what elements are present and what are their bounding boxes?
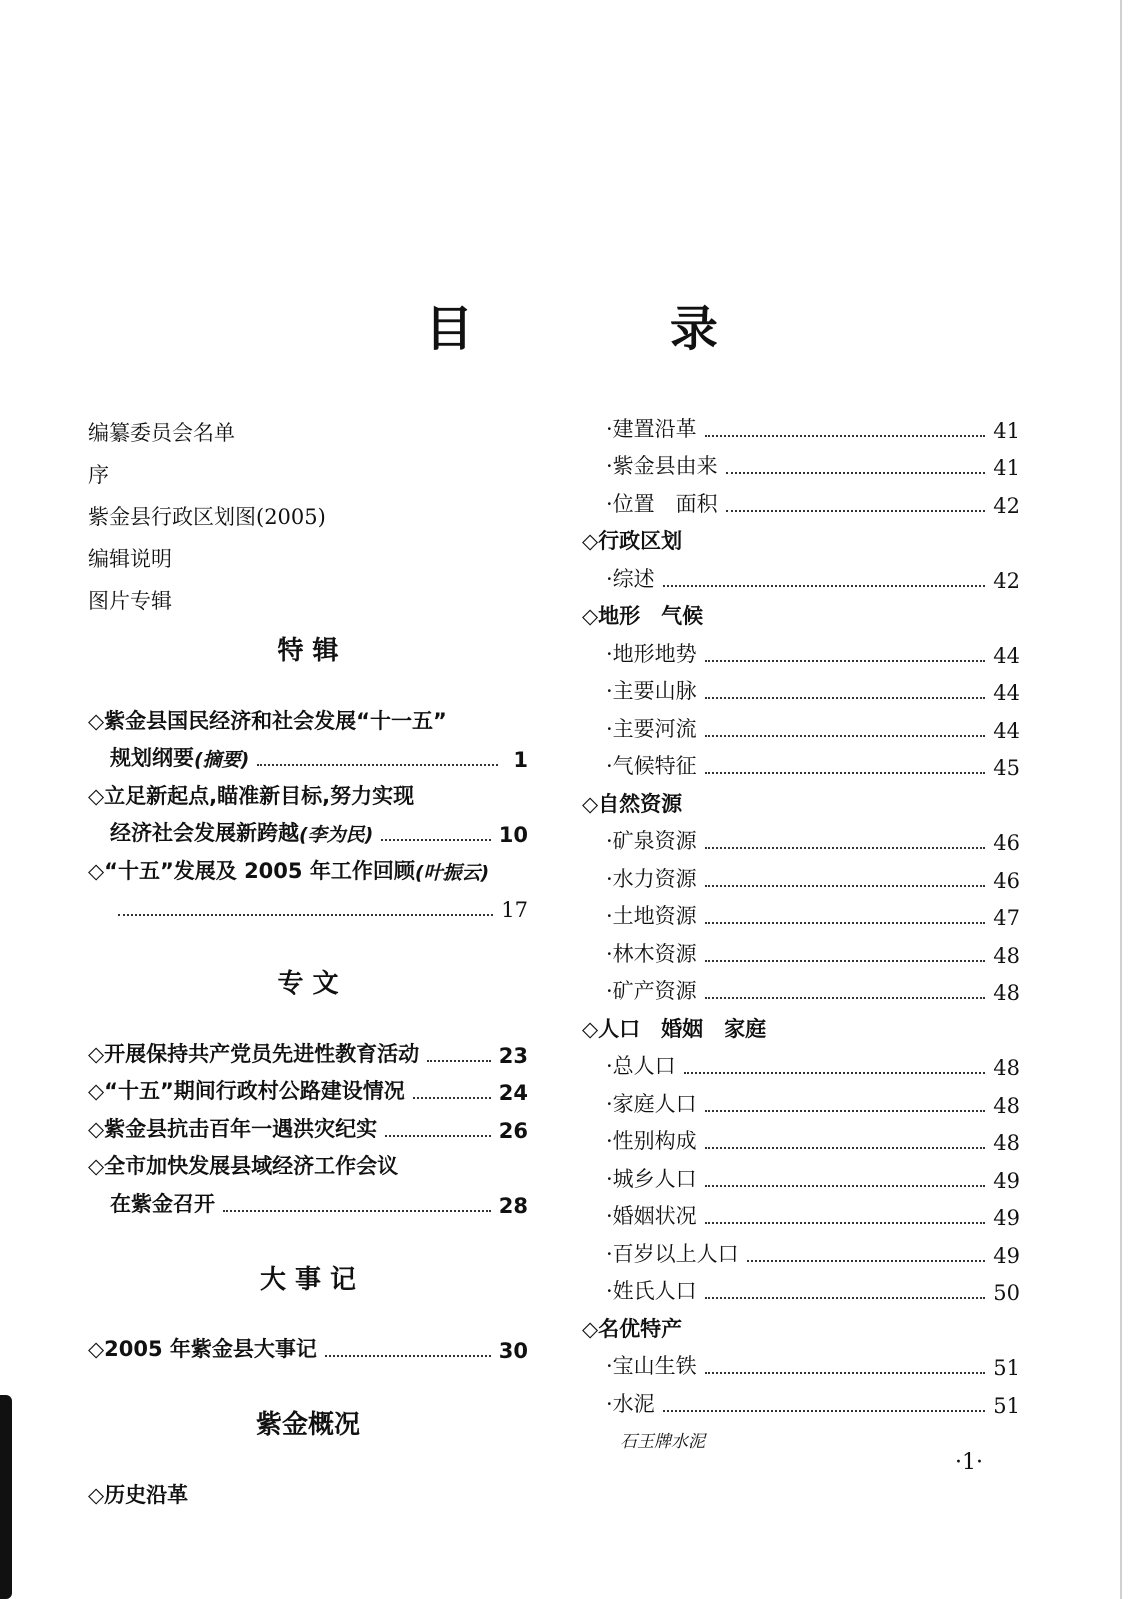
toc-entry[interactable] [582,968,1020,1006]
page-ref: 48 [993,981,1020,1005]
leader-dots [705,435,986,437]
toc-entry[interactable]: ◇“十五”发展及 2005 年工作回顾 (叶振云) [88,858,490,884]
section-heading-chronicle: 大 事 记 [259,1264,357,1295]
leader-dots [726,510,986,512]
toc-entry[interactable]: ◇立足新起点,瞄准新目标,努力实现 [88,783,415,808]
leader-dots [705,847,986,849]
entry-label: ·百岁以上人口 [606,1241,739,1266]
leader-dots [705,997,986,999]
toc-entry[interactable] [582,1080,1020,1118]
page-ref: 44 [993,643,1020,668]
entry-label: ·地形地势 [606,641,697,666]
entry-label: ·总人口 [606,1054,676,1078]
page-ref: 49 [993,1168,1020,1193]
toc-right-column [582,405,1020,1452]
leader-dots [705,1185,986,1187]
toc-entry[interactable]: 在紫金召开 28 [110,1191,528,1218]
toc-entry[interactable] [582,1193,1020,1231]
spacer [88,1000,528,1030]
leader-dots [427,1060,491,1062]
scan-edge-mark [0,1395,12,1599]
front-item[interactable]: 编辑说明 [88,547,172,571]
page-ref: 45 [993,756,1020,780]
page-ref: 49 [993,1206,1020,1230]
spacer [88,1296,528,1326]
page-ref: 41 [993,456,1020,480]
entry-label: ·性别构成 [606,1129,697,1153]
leader-dots [705,1297,986,1299]
page-ref: 44 [993,681,1020,705]
entry-label: ·婚姻状况 [606,1204,697,1228]
author-note: (李为民) [299,824,374,846]
toc-entry[interactable]: ◇紫金县抗击百年一遇洪灾纪实 26 [88,1116,528,1143]
toc-entry[interactable] [582,818,1020,856]
page-ref: 49 [993,1243,1020,1268]
entry-label: ·土地资源 [606,904,697,928]
entry-label: ·紫金县由来 [606,454,718,478]
spacer [88,667,528,697]
page-ref: 1 [513,748,528,772]
page-ref: 26 [498,1118,528,1143]
leader-dots [684,1072,986,1074]
leader-dots [747,1260,986,1262]
toc-entry[interactable] [582,1380,1020,1418]
entry-label: ·家庭人口 [606,1091,697,1116]
page-ref: 46 [993,868,1020,893]
page-ref: 30 [498,1339,528,1363]
leader-dots [325,1355,491,1357]
leader-dots [705,960,986,962]
category-label: ◇人口 婚姻 家庭 [582,1016,767,1041]
toc-entry[interactable]: ◇“十五”期间行政村公路建设情况 24 [88,1079,528,1105]
toc-entry[interactable]: 规划纲要 (摘要) 1 [110,746,528,772]
page-number: ·1· [955,1450,983,1475]
page-ref: 48 [993,1131,1020,1155]
page-ref: 17 [501,898,528,922]
toc-entry[interactable] [582,443,1020,481]
category-label: ◇自然资源 [582,791,683,816]
toc-entry[interactable] [582,1118,1020,1156]
page-ref: 51 [993,1393,1020,1418]
section-heading-overview: 紫金概况 [255,1410,360,1440]
toc-entry[interactable] [582,630,1020,668]
entry-label: ·水泥 [606,1391,655,1416]
toc-entry[interactable] [582,1043,1020,1081]
toc-entry[interactable]: ◇开展保持共产党员先进性教育活动 23 [88,1041,528,1068]
page-ref: 28 [498,1193,528,1218]
toc-entry[interactable]: ◇历史沿革 [88,1482,189,1507]
toc-entry[interactable] [582,855,1020,893]
toc-entry[interactable]: 经济社会发展新跨越 (李为民) 10 [110,821,528,847]
page-ref: 44 [993,718,1020,743]
page-ref: 10 [498,823,528,847]
entry-label: ·矿泉资源 [606,829,697,853]
page-ref: 50 [993,1281,1020,1305]
leader-dots [705,1147,986,1149]
entry-label: ·建置沿革 [606,416,697,441]
page-ref: 23 [498,1043,528,1068]
front-item[interactable]: 图片专辑 [88,589,172,613]
toc-entry[interactable] [582,480,1020,518]
toc-entry[interactable] [582,405,1020,443]
toc-left-column [88,405,528,1509]
toc-category[interactable] [582,780,1020,818]
page-ref: 47 [993,906,1020,930]
toc-entry[interactable] [582,668,1020,706]
entry-label: ·宝山生铁 [606,1354,697,1378]
leader-dots [705,1222,986,1224]
toc-entry[interactable]: ◇紫金县国民经济和社会发展“十一五” [88,708,447,733]
front-item[interactable]: 紫金县行政区划图(2005) [88,505,326,529]
spacer [88,1441,528,1471]
toc-category[interactable] [582,593,1020,631]
page-edge-line [1120,0,1122,1599]
category-label: ◇地形 气候 [582,604,704,628]
category-label: ◇名优特产 [582,1316,683,1341]
category-label: ◇行政区划 [582,529,683,553]
product-note: 石王牌水泥 [620,1431,705,1452]
toc-entry[interactable] [582,1343,1020,1381]
leader-dots [705,922,986,924]
leader-dots [705,697,986,699]
page-ref: 48 [993,1056,1020,1080]
author-note: (叶振云) [414,861,490,884]
leader-dots [705,735,986,737]
section-heading-special: 特 辑 [277,636,339,666]
toc-entry[interactable] [582,555,1020,593]
front-item[interactable]: 序 [88,463,109,487]
toc-entry[interactable] [582,930,1020,968]
leader-dots [118,914,493,916]
toc-category[interactable] [582,518,1020,556]
front-item[interactable]: 编纂委员会名单 [88,421,235,445]
page-ref: 41 [993,418,1020,443]
entry-label: ·城乡人口 [606,1166,697,1191]
page-ref: 46 [993,831,1020,855]
leader-dots [381,839,490,841]
entry-label: ·矿产资源 [606,979,697,1003]
toc-entry[interactable]: ◇全市加快发展县域经济工作会议 [88,1154,399,1178]
entry-label: ·林木资源 [606,941,697,966]
leader-dots [663,1410,986,1412]
toc-entry[interactable] [582,705,1020,743]
entry-label: ·位置 面积 [606,491,718,516]
entry-label: ·主要山脉 [606,679,697,703]
leader-dots [705,1110,986,1112]
toc-entry[interactable] [88,885,528,923]
toc-entry[interactable]: ◇2005 年紫金县大事记 30 [88,1337,528,1363]
entry-label: ·气候特征 [606,754,697,778]
page-title: 目 录 [425,301,808,357]
author-note: (摘要) [194,749,250,771]
toc-entry[interactable] [582,1155,1020,1193]
toc-entry[interactable] [582,1230,1020,1268]
leader-dots [257,764,498,766]
leader-dots [726,472,986,474]
leader-dots [413,1097,491,1099]
leader-dots [223,1210,491,1212]
page-ref: 42 [993,568,1020,593]
leader-dots [663,585,986,587]
page-ref: 42 [993,493,1020,518]
leader-dots [705,885,986,887]
toc-entry[interactable] [582,743,1020,781]
page-ref: 48 [993,1093,1020,1118]
toc-entry[interactable] [582,893,1020,931]
page-ref: 24 [498,1081,528,1105]
toc-entry[interactable] [582,1268,1020,1306]
page-ref: 48 [993,943,1020,968]
leader-dots [705,772,986,774]
entry-label: ·主要河流 [606,716,697,741]
section-heading-essays: 专 文 [277,969,339,999]
toc-category[interactable] [582,1005,1020,1043]
page-ref: 51 [993,1356,1020,1380]
entry-label: ·姓氏人口 [606,1279,697,1303]
entry-label: ·综述 [606,566,655,591]
entry-label: ·水力资源 [606,866,697,891]
leader-dots [705,1372,986,1374]
leader-dots [385,1135,491,1137]
toc-category[interactable] [582,1305,1020,1343]
leader-dots [705,660,986,662]
